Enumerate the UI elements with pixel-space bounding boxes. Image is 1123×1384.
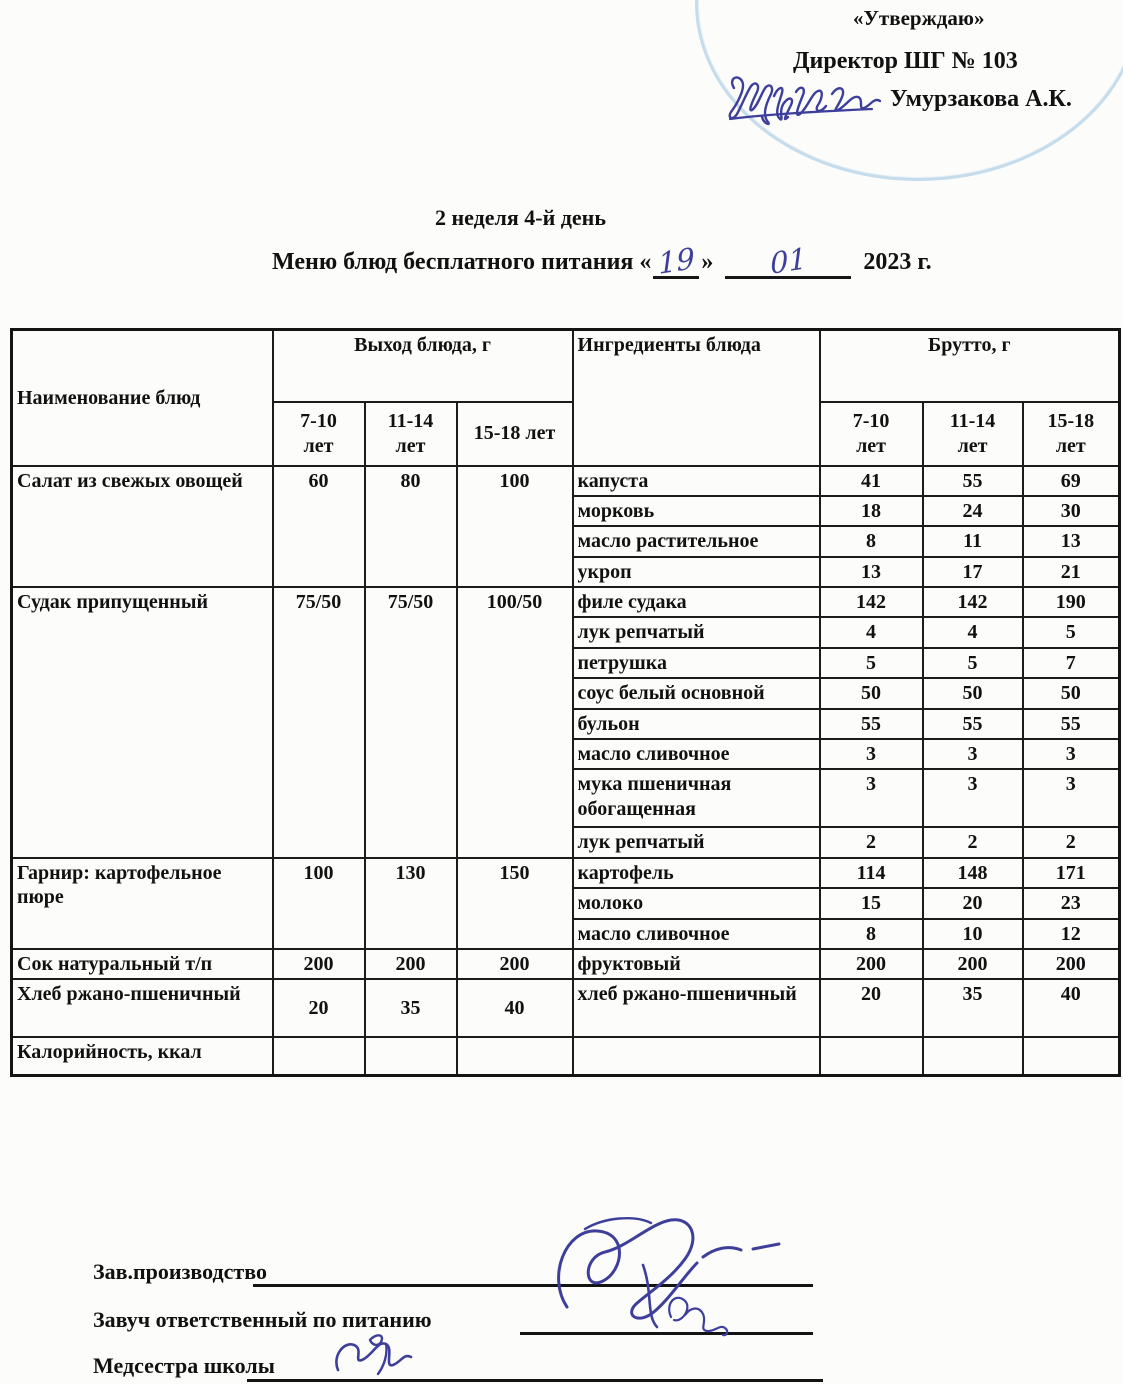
- col-header-age-brutto-0: 7-10 лет: [820, 402, 923, 466]
- col-header-brutto: Брутто, г: [820, 330, 1120, 402]
- output-cell-0: 60: [273, 466, 365, 588]
- director-name: Умурзакова А.К.: [890, 86, 1072, 112]
- brutto-cell-2: 5: [1023, 617, 1120, 647]
- menu-title-prefix: Меню блюд бесплатного питания «: [272, 249, 652, 275]
- ingredient-cell: мука пшеничная обогащенная: [573, 769, 820, 827]
- brutto-cell-0: 15: [820, 888, 923, 918]
- ingredient-cell: хлеб ржано-пшеничный: [573, 979, 820, 1037]
- brutto-cell-0: 3: [820, 769, 923, 827]
- brutto-cell-0: 8: [820, 919, 923, 949]
- table-row: [12, 587, 1120, 617]
- output-cell-1: [365, 1037, 457, 1075]
- brutto-cell-2: 21: [1023, 557, 1120, 587]
- production-manager-signature: [525, 1205, 795, 1345]
- brutto-cell-0: 4: [820, 617, 923, 647]
- dish-name-cell: Калорийность, ккал: [12, 1037, 273, 1075]
- ingredient-cell: соус белый основной: [573, 678, 820, 708]
- output-cell-2: [457, 1037, 573, 1075]
- ingredient-cell: [573, 1037, 820, 1075]
- ingredient-cell: укроп: [573, 557, 820, 587]
- brutto-cell-0: 18: [820, 496, 923, 526]
- brutto-cell-2: 50: [1023, 678, 1120, 708]
- col-header-age-brutto-2: 15-18 лет: [1023, 402, 1120, 466]
- output-cell-0: [273, 1037, 365, 1075]
- menu-table: [10, 328, 1121, 1077]
- brutto-cell-2: 200: [1023, 949, 1120, 979]
- brutto-cell-1: 2: [923, 827, 1023, 857]
- ingredient-cell: петрушка: [573, 648, 820, 678]
- ingredient-cell: лук репчатый: [573, 827, 820, 857]
- col-header-age-output-0: 7-10 лет: [273, 402, 365, 466]
- quote-close: »: [701, 249, 714, 275]
- brutto-cell-2: 30: [1023, 496, 1120, 526]
- dish-name-cell: Салат из свежых овощей: [12, 466, 273, 588]
- ingredient-cell: масло сливочное: [573, 739, 820, 769]
- menu-table-head: [12, 330, 1120, 466]
- brutto-cell-2: 171: [1023, 858, 1120, 888]
- col-header-output: Выход блюда, г: [273, 330, 573, 402]
- brutto-cell-1: 20: [923, 888, 1023, 918]
- output-cell-0: 100: [273, 858, 365, 949]
- dish-name-cell: Сок натуральный т/п: [12, 949, 273, 979]
- col-header-age-output-1: 11-14 лет: [365, 402, 457, 466]
- output-cell-2: 200: [457, 949, 573, 979]
- brutto-cell-1: 35: [923, 979, 1023, 1037]
- output-cell-1: 80: [365, 466, 457, 588]
- brutto-cell-1: 4: [923, 617, 1023, 647]
- brutto-cell-1: 3: [923, 739, 1023, 769]
- label-school-nurse: Медсестра школы: [93, 1353, 275, 1378]
- brutto-cell-0: 13: [820, 557, 923, 587]
- brutto-cell-0: 200: [820, 949, 923, 979]
- brutto-cell-0: 8: [820, 526, 923, 556]
- brutto-cell-1: 11: [923, 526, 1023, 556]
- table-row: [12, 1037, 1120, 1075]
- table-row: [12, 466, 1120, 496]
- ingredient-cell: молоко: [573, 888, 820, 918]
- output-cell-2: 100/50: [457, 587, 573, 858]
- brutto-cell-0: 142: [820, 587, 923, 617]
- ingredient-cell: филе судака: [573, 587, 820, 617]
- brutto-cell-1: 17: [923, 557, 1023, 587]
- brutto-cell-2: 3: [1023, 739, 1120, 769]
- ingredient-cell: фруктовый: [573, 949, 820, 979]
- ingredient-cell: картофель: [573, 858, 820, 888]
- output-cell-0: 20: [273, 979, 365, 1037]
- brutto-cell-2: 69: [1023, 466, 1120, 496]
- brutto-cell-1: 200: [923, 949, 1023, 979]
- date-day-blank: [653, 241, 699, 281]
- dish-name-cell: Хлеб ржано-пшеничный: [12, 979, 273, 1037]
- ingredient-cell: капуста: [573, 466, 820, 496]
- director-signature: [722, 74, 892, 126]
- handwritten-day: 19: [657, 241, 696, 281]
- dish-name-cell: Гарнир: картофельное пюре: [12, 858, 273, 949]
- output-cell-1: 130: [365, 858, 457, 949]
- brutto-cell-1: 5: [923, 648, 1023, 678]
- menu-title-line: [272, 241, 932, 281]
- brutto-cell-2: 190: [1023, 587, 1120, 617]
- director-title: Директор ШГ № 103: [793, 48, 1018, 74]
- approve-label: «Утверждаю»: [853, 6, 985, 30]
- handwritten-month: 01: [769, 241, 808, 281]
- output-cell-0: 200: [273, 949, 365, 979]
- brutto-cell-1: 10: [923, 919, 1023, 949]
- brutto-cell-2: 23: [1023, 888, 1120, 918]
- menu-table-body: [12, 466, 1120, 1076]
- col-header-age-output-2: 15-18 лет: [457, 402, 573, 466]
- brutto-cell-2: 13: [1023, 526, 1120, 556]
- brutto-cell-2: 7: [1023, 648, 1120, 678]
- brutto-cell-0: 2: [820, 827, 923, 857]
- output-cell-1: 75/50: [365, 587, 457, 858]
- brutto-cell-2: 3: [1023, 769, 1120, 827]
- dish-name-cell: Судак припущенный: [12, 587, 273, 858]
- brutto-cell-2: 40: [1023, 979, 1120, 1037]
- brutto-cell-1: 148: [923, 858, 1023, 888]
- table-row: [12, 949, 1120, 979]
- brutto-cell-1: 142: [923, 587, 1023, 617]
- brutto-cell-0: 55: [820, 709, 923, 739]
- table-row: [12, 858, 1120, 888]
- brutto-cell-1: 24: [923, 496, 1023, 526]
- brutto-cell-2: 2: [1023, 827, 1120, 857]
- output-cell-2: 150: [457, 858, 573, 949]
- ingredient-cell: морковь: [573, 496, 820, 526]
- ingredient-cell: масло растительное: [573, 526, 820, 556]
- date-month-blank: [725, 241, 851, 281]
- table-row: [12, 979, 1120, 1037]
- week-day-line: 2 неделя 4-й день: [435, 205, 606, 230]
- brutto-cell-1: [923, 1037, 1023, 1075]
- brutto-cell-2: 55: [1023, 709, 1120, 739]
- brutto-cell-2: 12: [1023, 919, 1120, 949]
- brutto-cell-0: 3: [820, 739, 923, 769]
- brutto-cell-1: 3: [923, 769, 1023, 827]
- output-cell-0: 75/50: [273, 587, 365, 858]
- output-cell-1: 200: [365, 949, 457, 979]
- school-nurse-signature: [328, 1330, 423, 1380]
- output-cell-2: 100: [457, 466, 573, 588]
- brutto-cell-2: [1023, 1037, 1120, 1075]
- brutto-cell-1: 55: [923, 466, 1023, 496]
- brutto-cell-0: 5: [820, 648, 923, 678]
- col-header-age-brutto-1: 11-14 лет: [923, 402, 1023, 466]
- ingredient-cell: бульон: [573, 709, 820, 739]
- label-deputy-nutrition: Завуч ответственный по питанию: [93, 1307, 432, 1332]
- brutto-cell-1: 55: [923, 709, 1023, 739]
- label-production-manager: Зав.производство: [93, 1259, 267, 1284]
- brutto-cell-0: 114: [820, 858, 923, 888]
- brutto-cell-0: 50: [820, 678, 923, 708]
- output-cell-2: 40: [457, 979, 573, 1037]
- brutto-cell-0: 41: [820, 466, 923, 496]
- col-header-ingredients: Ингредиенты блюда: [573, 330, 820, 466]
- ingredient-cell: лук репчатый: [573, 617, 820, 647]
- col-header-dish: Наименование блюд: [12, 330, 273, 466]
- brutto-cell-0: 20: [820, 979, 923, 1037]
- brutto-cell-1: 50: [923, 678, 1023, 708]
- output-cell-1: 35: [365, 979, 457, 1037]
- brutto-cell-0: [820, 1037, 923, 1075]
- year-suffix: 2023 г.: [863, 249, 932, 275]
- ingredient-cell: масло сливочное: [573, 919, 820, 949]
